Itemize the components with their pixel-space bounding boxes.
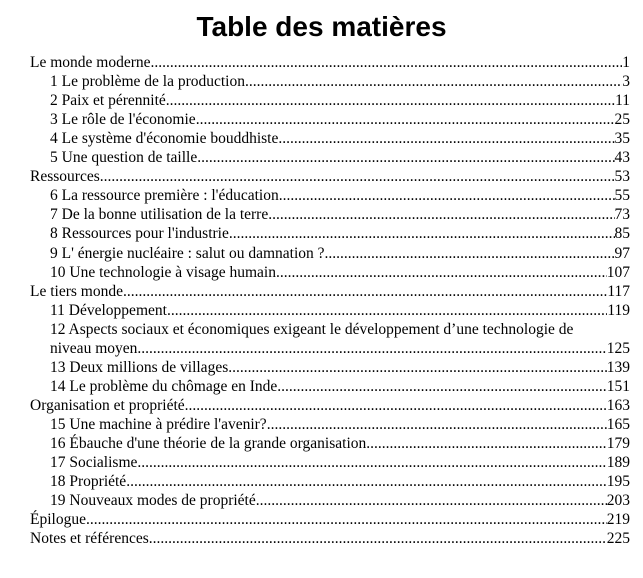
- toc-entry-label: 5 Une question de taille: [50, 149, 198, 167]
- toc-page-number: 85: [614, 225, 630, 243]
- dot-leader: [245, 72, 622, 91]
- toc-page-number: 117: [607, 282, 630, 300]
- toc-entry-label: 14 Le problème du chômage en Inde: [50, 377, 278, 395]
- dot-leader: [229, 224, 615, 243]
- toc-chapter-5[interactable]: [30, 148, 630, 167]
- toc-chapter-11[interactable]: [30, 301, 630, 320]
- toc-entry-label: 13 Deux millions de villages: [50, 358, 229, 376]
- toc-entry-label: 15 Une machine à prédire l'avenir?: [50, 415, 267, 433]
- dot-leader: [137, 453, 606, 472]
- dot-leader: [279, 186, 615, 205]
- dot-leader: [167, 301, 607, 320]
- toc-notes-et-references[interactable]: [30, 529, 630, 548]
- toc-part-ressources[interactable]: [30, 167, 630, 186]
- toc-entry-label: 9 L' énergie nucléaire : salut ou damnation ?: [50, 244, 325, 262]
- toc-epilogue[interactable]: [30, 510, 630, 529]
- toc-chapter-9[interactable]: [30, 243, 630, 262]
- toc-entry-label: Organisation et propriété: [30, 396, 185, 414]
- dot-leader: [149, 529, 607, 548]
- toc-entry-label: niveau moyen: [50, 339, 138, 357]
- toc-page-number: 179: [606, 434, 630, 452]
- toc-page-number: 225: [606, 530, 630, 548]
- toc-chapter-8[interactable]: [30, 224, 630, 243]
- toc-chapter-13[interactable]: [30, 358, 630, 377]
- toc-page-number: 35: [614, 130, 630, 148]
- toc-chapter-18[interactable]: [30, 472, 630, 491]
- toc-chapter-4[interactable]: [30, 129, 630, 148]
- dot-leader: [196, 110, 615, 129]
- dot-leader: [151, 53, 623, 72]
- toc-page-number: 163: [606, 396, 630, 414]
- toc-entry-label: 10 Une technologie à visage humain: [50, 263, 276, 281]
- toc-page-number: 1: [622, 54, 630, 72]
- toc-page-number: 195: [606, 473, 630, 491]
- table-of-contents: [30, 53, 630, 548]
- toc-chapter-19[interactable]: [30, 491, 630, 510]
- toc-chapter-12-line-1[interactable]: 12 Aspects sociaux et économiques exigeant le développement d’une technologie de: [50, 320, 574, 338]
- toc-entry-label: 2 Paix et pérennité: [50, 92, 166, 110]
- toc-page-number: 73: [614, 206, 630, 224]
- toc-page-number: 203: [606, 492, 630, 510]
- toc-page-number: 219: [606, 511, 630, 529]
- dot-leader: [137, 339, 606, 358]
- dot-leader: [166, 91, 615, 110]
- toc-page-number: 107: [606, 263, 630, 281]
- toc-page-number: 125: [606, 339, 630, 357]
- toc-entry-label: Le monde moderne: [30, 54, 151, 72]
- toc-chapter-16[interactable]: [30, 434, 630, 453]
- toc-entry-label: Épilogue: [30, 511, 86, 529]
- toc-entry-label: 18 Propriété: [50, 473, 127, 491]
- dot-leader: [366, 434, 606, 453]
- dot-leader: [123, 282, 607, 301]
- toc-page-number: 55: [614, 187, 630, 205]
- toc-chapter-7[interactable]: [30, 205, 630, 224]
- toc-page-number: 165: [606, 415, 630, 433]
- dot-leader: [185, 396, 607, 415]
- toc-part-le-monde-moderne[interactable]: [30, 53, 630, 72]
- toc-entry-label: 7 De la bonne utilisation de la terre: [50, 206, 269, 224]
- toc-entry-label: 6 La ressource première : l'éducation: [50, 187, 279, 205]
- toc-page-number: 43: [614, 149, 630, 167]
- toc-page-number: 139: [606, 358, 630, 376]
- toc-chapter-12-line-2[interactable]: [30, 339, 630, 358]
- toc-page-number: 3: [622, 73, 630, 91]
- dot-leader: [268, 205, 614, 224]
- toc-entry-label: 1 Le problème de la production: [50, 73, 245, 91]
- toc-page-number: 189: [606, 454, 630, 472]
- dot-leader: [86, 510, 607, 529]
- dot-leader: [126, 472, 607, 491]
- toc-entry-label: 16 Ébauche d'une théorie de la grande organisation: [50, 434, 367, 452]
- toc-entry-label: Notes et références: [30, 530, 149, 548]
- toc-part-organisation-et-propriete[interactable]: [30, 396, 630, 415]
- toc-entry-label: 3 Le rôle de l'économie: [50, 111, 196, 129]
- dot-leader: [325, 244, 615, 263]
- toc-chapter-2[interactable]: [30, 91, 630, 110]
- toc-entry-label: 19 Nouveaux modes de propriété: [50, 492, 256, 510]
- toc-chapter-17[interactable]: [30, 453, 630, 472]
- page-title: Table des matières: [196, 11, 447, 42]
- dot-leader: [100, 167, 615, 186]
- toc-entry-label: 4 Le système d'économie bouddhiste: [50, 130, 279, 148]
- toc-page-number: 97: [614, 244, 630, 262]
- dot-leader: [278, 129, 614, 148]
- toc-chapter-14[interactable]: [30, 377, 630, 396]
- toc-entry-label: Le tiers monde: [30, 282, 123, 300]
- toc-entry-label: 17 Socialisme: [50, 454, 138, 472]
- toc-entry-label: 11 Développement: [50, 301, 167, 319]
- toc-entry-label: 8 Ressources pour l'industrie: [50, 225, 229, 243]
- toc-page-number: 53: [614, 168, 630, 186]
- toc-page-number: 119: [607, 301, 630, 319]
- toc-page-number: 11: [615, 92, 630, 110]
- dot-leader: [228, 358, 607, 377]
- dot-leader: [277, 377, 607, 396]
- toc-page-number: 151: [606, 377, 630, 395]
- toc-entry-label: Ressources: [30, 168, 100, 186]
- dot-leader: [267, 415, 607, 434]
- toc-page-number: 25: [614, 111, 630, 129]
- dot-leader: [197, 148, 614, 167]
- dot-leader: [276, 263, 607, 282]
- dot-leader: [256, 491, 607, 510]
- toc-chapter-6[interactable]: [30, 186, 630, 205]
- toc-chapter-15[interactable]: [30, 415, 630, 434]
- toc-part-le-tiers-monde[interactable]: [30, 282, 630, 301]
- toc-chapter-3[interactable]: [30, 110, 630, 129]
- toc-chapter-1[interactable]: [30, 72, 630, 91]
- toc-chapter-10[interactable]: [30, 263, 630, 282]
